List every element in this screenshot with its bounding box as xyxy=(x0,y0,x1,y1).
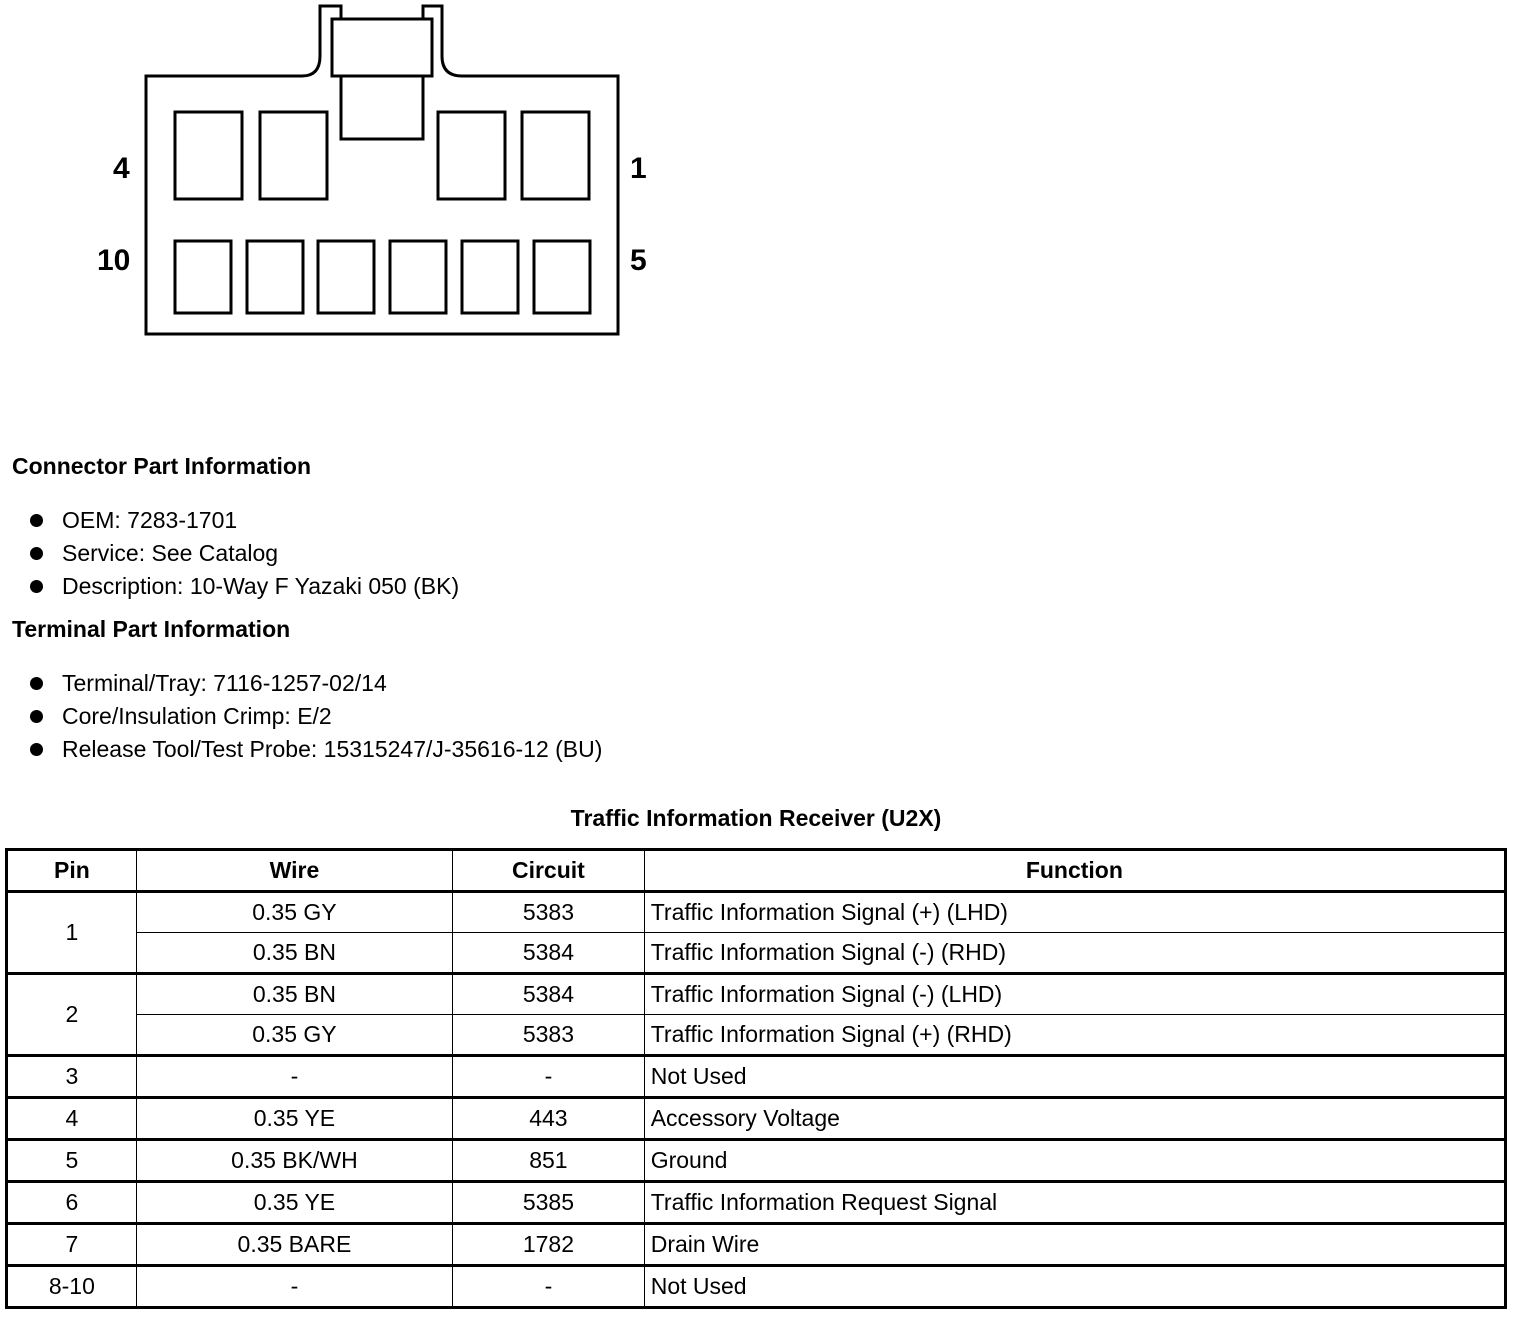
bullet-icon xyxy=(30,710,43,723)
table-row xyxy=(7,1224,1506,1266)
pin-cell: 5 xyxy=(7,1140,137,1182)
wire-cell: 0.35 YE xyxy=(136,1182,452,1224)
cavity-5 xyxy=(534,241,590,313)
circuit-cell: 5385 xyxy=(453,1182,645,1224)
pin-cell: 8-10 xyxy=(7,1266,137,1308)
circuit-cell: 5383 xyxy=(453,1015,645,1056)
pin-cell: 6 xyxy=(7,1182,137,1224)
function-cell: Drain Wire xyxy=(644,1224,1505,1266)
column-header-circuit: Circuit xyxy=(453,850,645,892)
function-cell: Traffic Information Signal (-) (LHD) xyxy=(644,974,1505,1015)
cavity-8 xyxy=(318,241,374,313)
circuit-cell: - xyxy=(453,1056,645,1098)
circuit-cell: 5383 xyxy=(453,892,645,933)
list-item xyxy=(28,733,602,766)
pin-label-top-left: 4 xyxy=(113,152,130,185)
table-row xyxy=(7,1140,1506,1182)
wire-cell: 0.35 GY xyxy=(136,892,452,933)
table-row xyxy=(7,1015,1506,1056)
wire-cell: - xyxy=(136,1056,452,1098)
wire-cell: 0.35 YE xyxy=(136,1098,452,1140)
pin-label-bottom-left: 10 xyxy=(97,244,131,277)
table-header-row xyxy=(7,850,1506,892)
function-cell: Traffic Information Signal (+) (LHD) xyxy=(644,892,1505,933)
cavity-4 xyxy=(175,112,242,199)
column-header-wire: Wire xyxy=(136,850,452,892)
wire-cell: 0.35 BK/WH xyxy=(136,1140,452,1182)
table-row xyxy=(7,933,1506,974)
list-item xyxy=(28,700,602,733)
table-row xyxy=(7,892,1506,933)
pin-label-top-right: 1 xyxy=(630,152,647,185)
pin-cell: 4 xyxy=(7,1098,137,1140)
connector-part-info-heading: Connector Part Information xyxy=(12,453,312,479)
function-cell: Not Used xyxy=(644,1056,1505,1098)
list-item-text: Terminal/Tray: 7116-1257-02/14 xyxy=(62,670,387,696)
table-row xyxy=(7,1266,1506,1308)
table-title: Traffic Information Receiver (U2X) xyxy=(570,805,942,831)
list-item-text: Core/Insulation Crimp: E/2 xyxy=(62,703,332,729)
cavity-10 xyxy=(175,241,231,313)
list-item xyxy=(28,667,602,700)
cavity-3 xyxy=(260,112,327,199)
connector-part-info-list xyxy=(28,504,459,603)
table-row xyxy=(7,1056,1506,1098)
connector-latch-body xyxy=(341,76,423,139)
table-row xyxy=(7,1098,1506,1140)
bullet-icon xyxy=(30,743,43,756)
bullet-icon xyxy=(30,677,43,690)
column-header-function: Function xyxy=(644,850,1505,892)
cavity-9 xyxy=(247,241,303,313)
list-item-text: Description: 10-Way F Yazaki 050 (BK) xyxy=(62,573,460,599)
pin-cell: 1 xyxy=(7,892,137,974)
function-cell: Traffic Information Request Signal xyxy=(644,1182,1505,1224)
circuit-cell: 443 xyxy=(453,1098,645,1140)
wire-cell: 0.35 BN xyxy=(136,933,452,974)
list-item-text: Release Tool/Test Probe: 15315247/J-35616-12 (BU) xyxy=(62,736,603,762)
list-item xyxy=(28,537,459,570)
cavity-7 xyxy=(390,241,446,313)
cavity-row-top xyxy=(175,112,589,199)
pin-label-bottom-right: 5 xyxy=(630,244,647,277)
function-cell: Accessory Voltage xyxy=(644,1098,1505,1140)
list-item-text: Service: See Catalog xyxy=(62,540,279,566)
list-item xyxy=(28,570,459,603)
pin-cell: 7 xyxy=(7,1224,137,1266)
wire-cell: 0.35 BARE xyxy=(136,1224,452,1266)
connector-face-diagram xyxy=(0,0,700,360)
bullet-icon xyxy=(30,580,43,593)
table-row xyxy=(7,974,1506,1015)
function-cell: Traffic Information Signal (+) (RHD) xyxy=(644,1015,1505,1056)
pin-cell: 2 xyxy=(7,974,137,1056)
wire-cell: 0.35 BN xyxy=(136,974,452,1015)
table-row xyxy=(7,1182,1506,1224)
pin-cell: 3 xyxy=(7,1056,137,1098)
list-item xyxy=(28,504,459,537)
function-cell: Ground xyxy=(644,1140,1505,1182)
bullet-icon xyxy=(30,547,43,560)
pin-assignment-table xyxy=(5,848,1507,1309)
cavity-2 xyxy=(438,112,505,199)
cavity-6 xyxy=(462,241,518,313)
function-cell: Traffic Information Signal (-) (RHD) xyxy=(644,933,1505,974)
cavity-row-bottom xyxy=(175,241,590,313)
circuit-cell: 5384 xyxy=(453,974,645,1015)
list-item-text: OEM: 7283-1701 xyxy=(62,507,238,533)
wire-cell: 0.35 GY xyxy=(136,1015,452,1056)
circuit-cell: 5384 xyxy=(453,933,645,974)
cavity-1 xyxy=(522,112,589,199)
terminal-part-info-list xyxy=(28,667,602,766)
bullet-icon xyxy=(30,514,43,527)
connector-latch-top xyxy=(332,19,432,76)
circuit-cell: 851 xyxy=(453,1140,645,1182)
terminal-part-info-heading: Terminal Part Information xyxy=(12,616,291,642)
wire-cell: - xyxy=(136,1266,452,1308)
circuit-cell: - xyxy=(453,1266,645,1308)
column-header-pin: Pin xyxy=(7,850,137,892)
function-cell: Not Used xyxy=(644,1266,1505,1308)
circuit-cell: 1782 xyxy=(453,1224,645,1266)
connector-housing-outline xyxy=(146,6,618,334)
